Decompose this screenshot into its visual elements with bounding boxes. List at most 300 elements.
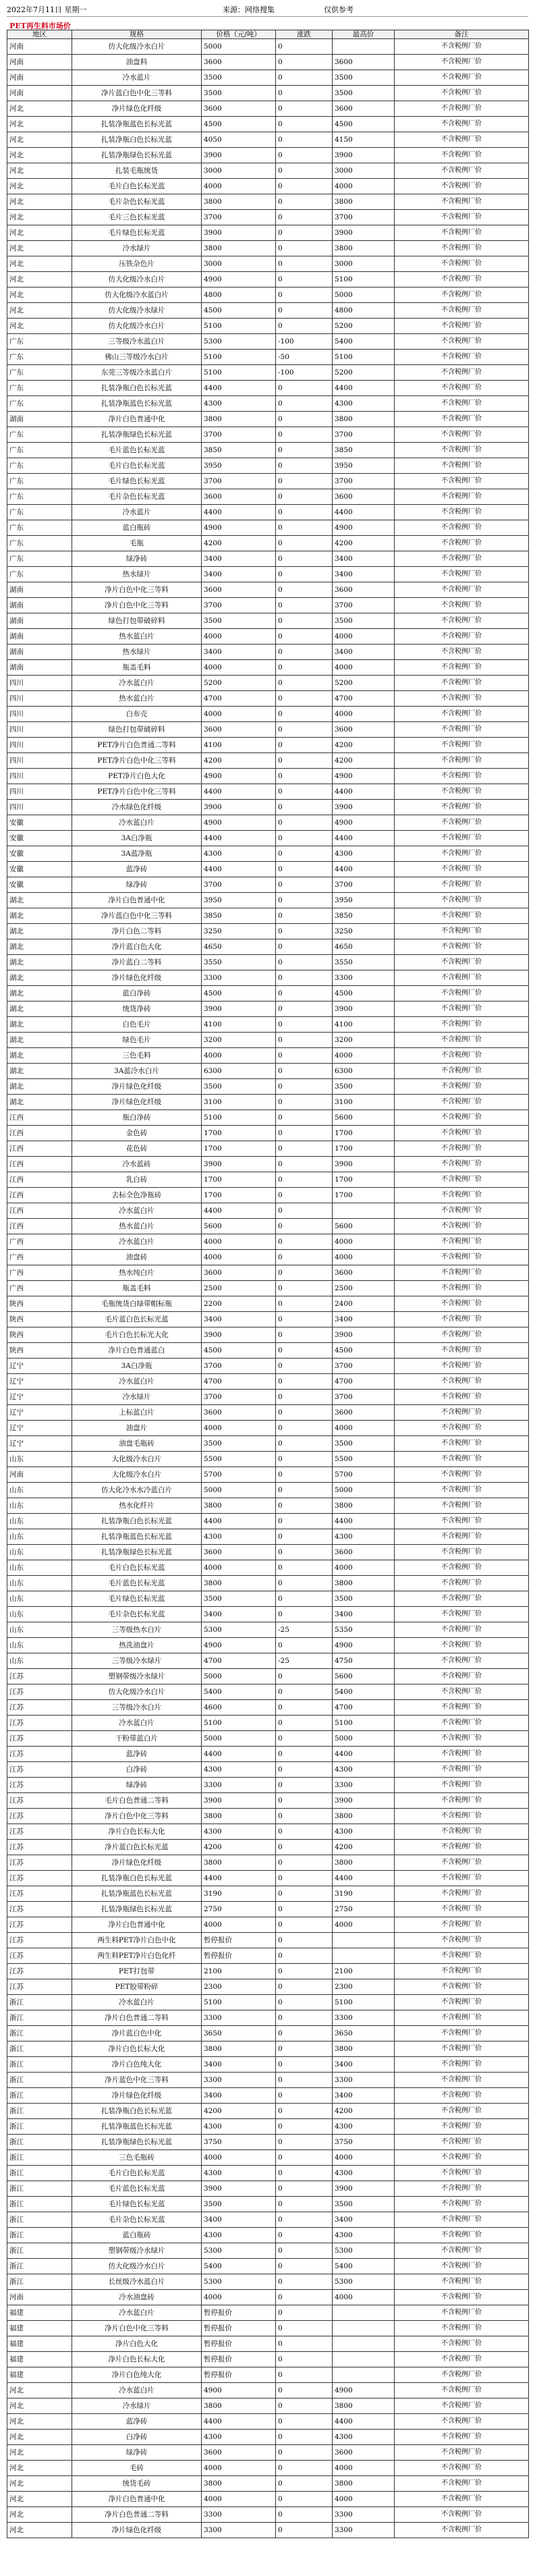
table-cell-remark: 不含税例厂价 (395, 1871, 529, 1886)
table-cell-change: 0 (276, 1327, 333, 1343)
table-row (7, 924, 529, 939)
table-cell-price: 4300 (202, 846, 276, 862)
table-cell-spec: 净片蓝色中化三等料 (72, 2073, 202, 2088)
table-cell-spec: 绿色打包带破碎料 (72, 722, 202, 738)
table-cell-spec: 扎装净瓶绿色长标光蓝 (72, 2135, 202, 2150)
table-cell-spec: 仿大化级冷水白片 (72, 2259, 202, 2274)
table-cell-price: 4400 (202, 862, 276, 877)
table-row (7, 1219, 529, 1234)
table-cell-region: 江西 (7, 1110, 72, 1126)
table-cell-region: 四川 (7, 722, 72, 738)
table-cell-price: 3700 (202, 474, 276, 489)
table-cell-high: 4000 (333, 1048, 395, 1064)
table-cell-spec: 净片白色普通中化 (72, 2492, 202, 2507)
table-cell-spec: 毛片白色普通二等料 (72, 1793, 202, 1809)
table-row (7, 1002, 529, 1017)
table-cell-remark: 不含税例厂价 (395, 877, 529, 893)
table-cell-region: 四川 (7, 738, 72, 753)
table-cell-change: 0 (276, 1778, 333, 1793)
table-cell-remark: 不含税例厂价 (395, 660, 529, 676)
table-cell-remark: 不含税例厂价 (395, 1948, 529, 1964)
table-cell-high: 3900 (333, 225, 395, 241)
table-cell-change: 0 (276, 862, 333, 877)
table-cell-high: 3850 (333, 443, 395, 458)
table-cell-price: 4400 (202, 1203, 276, 1219)
table-cell-region: 河北 (7, 2399, 72, 2414)
table-cell-remark: 不含税例厂价 (395, 722, 529, 738)
table-cell-remark: 不含税例厂价 (395, 1234, 529, 1250)
table-cell-region: 河南 (7, 39, 72, 55)
table-cell-price: 1700 (202, 1172, 276, 1188)
table-row (7, 629, 529, 645)
table-cell-remark: 不含税例厂价 (395, 582, 529, 598)
table-cell-region: 山东 (7, 1545, 72, 1560)
table-cell-high: 3800 (333, 1576, 395, 1591)
table-cell-change: 0 (276, 691, 333, 707)
table-cell-region: 江苏 (7, 1933, 72, 1948)
report-date: 2022年7月11日 星期一 (7, 5, 87, 14)
table-row (7, 1809, 529, 1824)
table-cell-change: 0 (276, 86, 333, 101)
table-cell-region: 浙江 (7, 2057, 72, 2073)
table-cell-high: 3600 (333, 582, 395, 598)
table-cell-price: 4000 (202, 1250, 276, 1265)
table-cell-region: 广东 (7, 567, 72, 582)
table-row (7, 1374, 529, 1390)
table-cell-spec: 蓝白净砖 (72, 986, 202, 1002)
table-cell-spec: 3A白净瓶 (72, 1359, 202, 1374)
table-row (7, 1964, 529, 1979)
table-cell-price: 4300 (202, 2228, 276, 2243)
table-cell-region: 山东 (7, 1498, 72, 1514)
table-cell-spec: 仿大化级冷水白片 (72, 39, 202, 55)
table-cell-price: 4400 (202, 1514, 276, 1529)
table-cell-region: 河南 (7, 86, 72, 101)
table-cell-region: 辽宁 (7, 1421, 72, 1436)
table-cell-price: 3300 (202, 2523, 276, 2538)
table-row (7, 1684, 529, 1700)
table-cell-remark: 不含税例厂价 (395, 1653, 529, 1669)
table-cell-region: 浙江 (7, 2010, 72, 2026)
table-cell-region: 河北 (7, 2507, 72, 2523)
table-row (7, 676, 529, 691)
table-cell-high: 4500 (333, 986, 395, 1002)
table-cell-change: 0 (276, 986, 333, 1002)
table-row (7, 1033, 529, 1048)
table-cell-remark: 不含税例厂价 (395, 1964, 529, 1979)
table-cell-region: 湖北 (7, 1079, 72, 1095)
table-cell-high: 4300 (333, 2228, 395, 2243)
table-cell-remark: 不含税例厂价 (395, 1638, 529, 1653)
table-cell-change: 0 (276, 210, 333, 225)
table-cell-high: 5100 (333, 272, 395, 287)
table-row (7, 412, 529, 427)
table-cell-remark: 不含税例厂价 (395, 1095, 529, 1110)
table-cell-price: 4000 (202, 1560, 276, 1576)
table-cell-high: 4900 (333, 769, 395, 784)
table-cell-high: 5700 (333, 1467, 395, 1483)
table-cell-price: 暂停报价 (202, 2336, 276, 2352)
table-cell-high: 3400 (333, 2088, 395, 2104)
table-cell-region: 安徽 (7, 877, 72, 893)
table-cell-change: 0 (276, 2041, 333, 2057)
table-cell-high: 5100 (333, 350, 395, 365)
table-cell-change: 0 (276, 1157, 333, 1172)
table-cell-remark: 不含税例厂价 (395, 2461, 529, 2476)
table-cell-high: 5400 (333, 1684, 395, 1700)
table-cell-high: 4300 (333, 846, 395, 862)
table-row (7, 769, 529, 784)
table-cell-price: 暂停报价 (202, 2321, 276, 2336)
table-row (7, 225, 529, 241)
table-cell-region: 江苏 (7, 1855, 72, 1871)
table-cell-change: 0 (276, 1700, 333, 1716)
table-cell-spec: 扎装净瓶白色长标光蓝 (72, 2104, 202, 2119)
table-cell-change: 0 (276, 1234, 333, 1250)
table-cell-remark: 不含税例厂价 (395, 862, 529, 877)
table-cell-change: 0 (276, 1560, 333, 1576)
table-cell-spec: 净片白色普通中化 (72, 1917, 202, 1933)
table-cell-region: 陕西 (7, 1296, 72, 1312)
table-cell-price: 暂停报价 (202, 2352, 276, 2367)
column-header-region: 地区 (7, 30, 72, 39)
table-cell-spec: 塑钢带级冷水绿片 (72, 2243, 202, 2259)
table-cell-high: 3700 (333, 598, 395, 613)
table-cell-spec: 东莞三等级冷水蓝白片 (72, 365, 202, 381)
table-cell-price: 3800 (202, 1576, 276, 1591)
table-cell-price: 5200 (202, 676, 276, 691)
table-cell-remark: 不含税例厂价 (395, 1514, 529, 1529)
table-cell-region: 河北 (7, 210, 72, 225)
table-row (7, 2383, 529, 2399)
table-cell-region: 江苏 (7, 1684, 72, 1700)
table-cell-price: 3950 (202, 893, 276, 908)
table-cell-price: 4300 (202, 2430, 276, 2445)
table-cell-change: 0 (276, 1948, 333, 1964)
table-cell-region: 广东 (7, 551, 72, 567)
table-row (7, 2088, 529, 2104)
table-cell-spec: 三色毛瓶砖 (72, 2150, 202, 2166)
table-cell-remark: 不含税例厂价 (395, 132, 529, 148)
table-cell-high: 4750 (333, 1653, 395, 1669)
table-cell-remark: 不含税例厂价 (395, 225, 529, 241)
table-cell-price: 3300 (202, 2010, 276, 2026)
table-cell-region: 广东 (7, 458, 72, 474)
table-cell-price: 3750 (202, 2135, 276, 2150)
table-cell-price: 4400 (202, 1871, 276, 1886)
table-cell-change: 0 (276, 2352, 333, 2367)
column-header-change: 涨跌 (276, 30, 333, 39)
table-row (7, 427, 529, 443)
table-cell-price: 1700 (202, 1188, 276, 1203)
table-body (7, 39, 529, 2538)
table-cell-price: 3600 (202, 722, 276, 738)
table-cell-spec: 蓝白瓶砖 (72, 2228, 202, 2243)
table-cell-change: 0 (276, 1514, 333, 1529)
table-cell-region: 广东 (7, 443, 72, 458)
table-cell-region: 河北 (7, 319, 72, 334)
table-cell-remark: 不含税例厂价 (395, 613, 529, 629)
table-row (7, 2305, 529, 2321)
table-cell-high: 3000 (333, 163, 395, 179)
table-cell-change: 0 (276, 287, 333, 303)
table-row (7, 101, 529, 117)
table-cell-region: 湖南 (7, 629, 72, 645)
table-cell-spec: 冷水绿色化纤级 (72, 800, 202, 815)
table-cell-remark: 不含税例厂价 (395, 1498, 529, 1514)
table-cell-spec: 净片绿色化纤级 (72, 2523, 202, 2538)
table-row (7, 1669, 529, 1684)
table-cell-remark: 不含税例厂价 (395, 1467, 529, 1483)
table-cell-high: 4000 (333, 707, 395, 722)
table-cell-spec: 毛片蓝白色长标光蓝 (72, 1312, 202, 1327)
table-cell-remark: 不含税例厂价 (395, 1824, 529, 1840)
table-cell-price: 4100 (202, 1017, 276, 1033)
table-cell-price: 3100 (202, 1095, 276, 1110)
table-cell-region: 河南 (7, 1467, 72, 1483)
table-header-row (7, 30, 529, 39)
table-cell-price: 3300 (202, 2073, 276, 2088)
table-cell-remark: 不含税例厂价 (395, 1048, 529, 1064)
table-cell-price: 3400 (202, 2212, 276, 2228)
table-row (7, 1529, 529, 1545)
table-row (7, 381, 529, 396)
table-cell-change: 0 (276, 2228, 333, 2243)
table-cell-remark: 不含税例厂价 (395, 2212, 529, 2228)
table-cell-price: 3700 (202, 427, 276, 443)
table-cell-spec: 净片白色普通中化 (72, 412, 202, 427)
table-cell-price: 4900 (202, 520, 276, 536)
table-cell-high: 4000 (333, 1560, 395, 1576)
table-cell-change: 0 (276, 132, 333, 148)
table-cell-region: 广东 (7, 396, 72, 412)
table-cell-remark: 不含税例厂价 (395, 1452, 529, 1467)
column-header-remark: 备注 (395, 30, 529, 39)
table-cell-high: 3700 (333, 427, 395, 443)
table-cell-high: 4500 (333, 117, 395, 132)
table-cell-remark: 不含税例厂价 (395, 1079, 529, 1095)
table-cell-price: 3400 (202, 2088, 276, 2104)
table-cell-remark: 不含税例厂价 (395, 738, 529, 753)
table-cell-spec: 冷水蓝砖 (72, 1157, 202, 1172)
table-cell-price: 2200 (202, 1296, 276, 1312)
table-cell-price: 4000 (202, 2461, 276, 2476)
table-cell-region: 河北 (7, 101, 72, 117)
table-cell-change: 0 (276, 2243, 333, 2259)
table-cell-spec: 净片绿色化纤级 (72, 1095, 202, 1110)
table-cell-spec: 净片白色纯大化 (72, 2057, 202, 2073)
table-cell-change: 0 (276, 256, 333, 272)
table-row (7, 1778, 529, 1793)
table-row (7, 2212, 529, 2228)
table-cell-price: 3900 (202, 2181, 276, 2197)
table-cell-remark: 不含税例厂价 (395, 2181, 529, 2197)
table-cell-high: 4000 (333, 2492, 395, 2507)
table-cell-region: 陕西 (7, 1327, 72, 1343)
table-row (7, 1281, 529, 1296)
table-cell-price: 1700 (202, 1141, 276, 1157)
table-row (7, 1172, 529, 1188)
table-cell-region: 浙江 (7, 2166, 72, 2181)
table-cell-remark: 不含税例厂价 (395, 1917, 529, 1933)
table-cell-price: 3400 (202, 1312, 276, 1327)
table-cell-remark: 不含税例厂价 (395, 179, 529, 194)
table-cell-price: 6300 (202, 1064, 276, 1079)
table-cell-price: 4300 (202, 1529, 276, 1545)
table-cell-spec: PET净片白色普通二等料 (72, 738, 202, 753)
table-cell-high: 4300 (333, 1529, 395, 1545)
table-row (7, 1824, 529, 1840)
table-cell-change: 0 (276, 179, 333, 194)
table-cell-change: 0 (276, 1374, 333, 1390)
table-cell-remark: 不含税例厂价 (395, 474, 529, 489)
table-row (7, 2119, 529, 2135)
table-cell-change: 0 (276, 1793, 333, 1809)
table-cell-change: 0 (276, 800, 333, 815)
table-cell-remark: 不含税例厂价 (395, 1793, 529, 1809)
table-cell-change: 0 (276, 70, 333, 86)
table-cell-high: 3400 (333, 1312, 395, 1327)
table-cell-region: 河北 (7, 225, 72, 241)
table-cell-change: 0 (276, 2088, 333, 2104)
table-cell-region: 湖南 (7, 412, 72, 427)
table-cell-change: 0 (276, 303, 333, 319)
table-cell-region: 湖北 (7, 1017, 72, 1033)
table-row (7, 1933, 529, 1948)
table-cell-region: 广西 (7, 1281, 72, 1296)
table-row (7, 784, 529, 800)
table-row (7, 1188, 529, 1203)
table-cell-price: 4700 (202, 691, 276, 707)
table-cell-price: 3800 (202, 2041, 276, 2057)
table-cell-change: 0 (276, 1529, 333, 1545)
table-row (7, 1017, 529, 1033)
table-cell-change: 0 (276, 39, 333, 55)
table-cell-price: 5300 (202, 2243, 276, 2259)
table-cell-region: 广东 (7, 505, 72, 520)
table-cell-remark: 不含税例厂价 (395, 117, 529, 132)
table-cell-high (333, 2367, 395, 2383)
table-cell-price: 3800 (202, 2399, 276, 2414)
table-cell-change: 0 (276, 536, 333, 551)
table-row (7, 272, 529, 287)
table-row (7, 2073, 529, 2088)
table-cell-region: 辽宁 (7, 1359, 72, 1374)
table-cell-spec: 两生料PET净片白色中化 (72, 1933, 202, 1948)
table-cell-change: 0 (276, 939, 333, 955)
table-cell-spec: 毛片白色长标光蓝 (72, 2166, 202, 2181)
table-row (7, 241, 529, 256)
table-cell-change: 0 (276, 2290, 333, 2305)
table-cell-change: 0 (276, 1172, 333, 1188)
table-cell-remark: 不含税例厂价 (395, 1436, 529, 1452)
table-row (7, 1265, 529, 1281)
table-cell-spec: 扎装净瓶蓝色长标光蓝 (72, 1529, 202, 1545)
table-cell-spec: 干粉带蓝白片 (72, 1731, 202, 1747)
table-cell-spec: 净片白色普通二等料 (72, 2507, 202, 2523)
table-cell-region: 河北 (7, 194, 72, 210)
table-cell-price: 4900 (202, 272, 276, 287)
table-row (7, 877, 529, 893)
table-cell-high: 4100 (333, 1017, 395, 1033)
table-cell-spec: 扎装净瓶绿色长标光蓝 (72, 1545, 202, 1560)
table-cell-spec: 热水蓝白片 (72, 1219, 202, 1234)
table-cell-region: 江苏 (7, 1778, 72, 1793)
table-row (7, 520, 529, 536)
table-cell-high: 3250 (333, 924, 395, 939)
table-row (7, 458, 529, 474)
table-cell-remark: 不含税例厂价 (395, 1840, 529, 1855)
table-cell-remark: 不含税例厂价 (395, 1265, 529, 1281)
table-cell-change: 0 (276, 1669, 333, 1684)
table-cell-region: 河北 (7, 2430, 72, 2445)
table-cell-remark: 不含税例厂价 (395, 831, 529, 846)
table-row (7, 939, 529, 955)
table-cell-remark: 不含税例厂价 (395, 458, 529, 474)
table-cell-high (333, 2336, 395, 2352)
table-cell-change: 0 (276, 1902, 333, 1917)
table-cell-change: 0 (276, 815, 333, 831)
table-cell-spec: 净片蓝白二等料 (72, 955, 202, 970)
table-cell-spec: 净片绿色化纤级 (72, 2088, 202, 2104)
table-row (7, 2150, 529, 2166)
table-cell-high: 5600 (333, 1110, 395, 1126)
table-cell-price: 4200 (202, 753, 276, 769)
table-cell-region: 湖北 (7, 1064, 72, 1079)
table-cell-spec: 仿大化级冷水蓝白片 (72, 287, 202, 303)
table-cell-high: 4000 (333, 1250, 395, 1265)
table-cell-change: 0 (276, 272, 333, 287)
table-cell-remark: 不含税例厂价 (395, 489, 529, 505)
table-row (7, 319, 529, 334)
table-cell-region: 广东 (7, 427, 72, 443)
table-cell-remark: 不含税例厂价 (395, 2228, 529, 2243)
table-cell-high: 5200 (333, 365, 395, 381)
table-cell-price: 3000 (202, 256, 276, 272)
table-cell-high: 3700 (333, 210, 395, 225)
table-cell-change: 0 (276, 738, 333, 753)
table-cell-remark: 不含税例厂价 (395, 970, 529, 986)
table-row (7, 1141, 529, 1157)
table-cell-high: 4300 (333, 1824, 395, 1840)
table-cell-price: 4400 (202, 381, 276, 396)
table-cell-high: 2100 (333, 1964, 395, 1979)
table-cell-high: 3850 (333, 908, 395, 924)
table-cell-spec: 热水绿片 (72, 645, 202, 660)
table-cell-change: 0 (276, 1483, 333, 1498)
table-row (7, 955, 529, 970)
table-cell-price: 4000 (202, 2492, 276, 2507)
table-row (7, 986, 529, 1002)
table-cell-spec: 净片白色大化 (72, 2336, 202, 2352)
table-row (7, 2166, 529, 2181)
table-cell-price: 4400 (202, 784, 276, 800)
table-cell-region: 浙江 (7, 2259, 72, 2274)
table-cell-remark: 不含税例厂价 (395, 1296, 529, 1312)
table-cell-change: 0 (276, 1359, 333, 1374)
report-header (7, 3, 528, 16)
table-cell-price: 3300 (202, 2507, 276, 2523)
table-cell-change: 0 (276, 893, 333, 908)
table-cell-high: 3800 (333, 241, 395, 256)
table-cell-high: 4200 (333, 738, 395, 753)
table-cell-remark: 不含税例厂价 (395, 210, 529, 225)
table-row (7, 2399, 529, 2414)
table-cell-change: 0 (276, 241, 333, 256)
table-cell-region: 江苏 (7, 1824, 72, 1840)
table-cell-change: 0 (276, 2119, 333, 2135)
table-cell-high: 5000 (333, 287, 395, 303)
